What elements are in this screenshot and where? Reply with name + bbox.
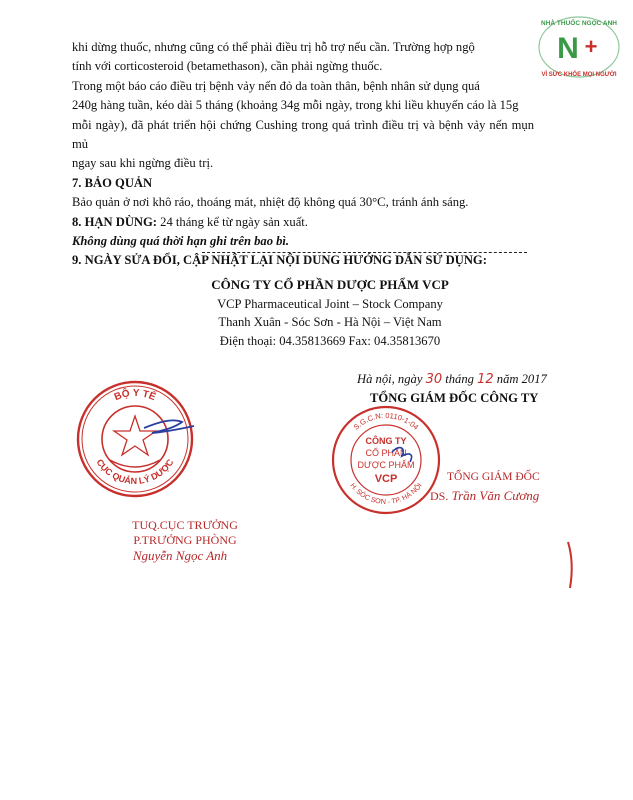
right-sig-name-block xyxy=(430,488,539,504)
date-year: năm 2017 xyxy=(493,372,547,386)
svg-text:S.G.C.N: 0110-1-04 xyxy=(352,411,421,432)
company-name-en: VCP Pharmaceutical Joint – Stock Company xyxy=(217,296,443,311)
stamp-line4: VCP xyxy=(374,473,398,485)
director-title: TỔNG GIÁM ĐỐC CÔNG TY xyxy=(370,391,539,405)
company-address: Thanh Xuân - Sóc Sơn - Hà Nội – Việt Nam xyxy=(218,315,442,329)
company-name-vi: CÔNG TY CỔ PHẦN DƯỢC PHẨM VCP xyxy=(211,277,449,292)
logo-plus-icon: + xyxy=(584,34,598,59)
stamp-ring-bottom: H. SÓC SƠN - TP. HÀ NỘI xyxy=(348,482,424,507)
p2-line3: mỗi ngày), đã phát triển hội chứng Cushing trong quá trình điều trị và bệnh vảy nến mụn mủ xyxy=(72,117,534,152)
p2-line1: Trong một báo cáo điều trị bệnh vảy nến đỏ da toàn thân, bệnh nhân sử dụng quá xyxy=(72,78,480,93)
left-sig-line1: TUQ.CỤC TRƯỞNG xyxy=(132,518,238,532)
logo-letter-n: N xyxy=(557,32,579,65)
seal-bottom-text: CỤC QUẢN LÝ DƯỢC xyxy=(94,457,176,487)
date-month-label: tháng xyxy=(442,372,478,386)
red-pen-mark xyxy=(560,540,580,590)
p1-line1: khi dừng thuốc, nhưng cũng có thể phải điều trị hỗ trợ nếu cần. Trường hợp ngộ xyxy=(72,40,475,54)
logo-ring-top: NHÀ THUỐC NGỌC ANH xyxy=(541,20,617,27)
section-7-title: 7. BẢO QUẢN xyxy=(72,175,153,190)
right-sig-prefix: DS. xyxy=(430,489,449,503)
section-9-title: 9. NGÀY SỬA ĐỔI, CẬP NHẬT LẠI NỘI DUNG HƯỚNG DẪN SỬ DỤNG: xyxy=(72,253,487,268)
section-8-text: 24 tháng kể từ ngày sản xuất. xyxy=(157,214,308,229)
expiry-warning: Không dùng quá thời hạn ghi trên bao bì. xyxy=(72,234,290,249)
left-sig-line2: P.TRƯỞNG PHÒNG xyxy=(133,533,237,547)
pharmacy-logo xyxy=(534,12,624,82)
section-8 xyxy=(72,213,534,232)
dashed-divider xyxy=(202,252,527,253)
p2-line2: 240g hàng tuần, kéo dài 5 tháng (khoảng 34g mỗi ngày, trong khi liều khuyến cáo là 15g xyxy=(72,98,519,113)
svg-text:H. SÓC SƠN - TP. HÀ NỘI xyxy=(348,482,423,506)
date-month: 12 xyxy=(477,372,494,387)
stamp-ring-top: S.G.C.N: 0110-1-04 xyxy=(351,410,421,432)
stamp-line3: DƯỢC PHẨM xyxy=(357,460,415,470)
date-day: 30 xyxy=(425,372,443,387)
date-prefix: Hà nội, ngày xyxy=(357,372,426,386)
left-sig-name: Nguyễn Ngọc Anh xyxy=(132,548,228,563)
instructions-text xyxy=(72,38,534,271)
seal-top-text: BỘ Y TẾ xyxy=(112,387,158,404)
left-signature-block xyxy=(100,518,270,563)
ministry-seal xyxy=(74,378,196,500)
company-stamp xyxy=(330,404,442,516)
p2-line4: ngay sau khi ngừng điều trị. xyxy=(72,156,214,171)
company-phone: Điện thoại: 04.35813669 Fax: 04.35813670 xyxy=(219,333,441,348)
logo-ring-bottom: VÌ SỨC KHỎE MỌI NGƯỜI xyxy=(541,72,617,78)
section-8-title: 8. HẠN DÙNG: xyxy=(72,214,158,229)
p1-line2: tính với corticosteroid (betamethason), cần phải ngừng thuốc. xyxy=(72,59,383,74)
right-sig-name: Trần Văn Cương xyxy=(451,488,540,503)
stamp-line2: CỔ PHẦN xyxy=(365,448,407,458)
stamp-line1: CÔNG TY xyxy=(365,436,407,446)
right-sig-title: TỔNG GIÁM ĐỐC xyxy=(447,471,540,483)
section-7-text: Bảo quản ở nơi khô ráo, thoáng mát, nhiệt độ không quá 30°C, tránh ánh sáng. xyxy=(72,195,469,210)
company-info xyxy=(150,276,510,350)
emblem-star-icon xyxy=(114,416,156,455)
signing-date xyxy=(357,372,597,387)
